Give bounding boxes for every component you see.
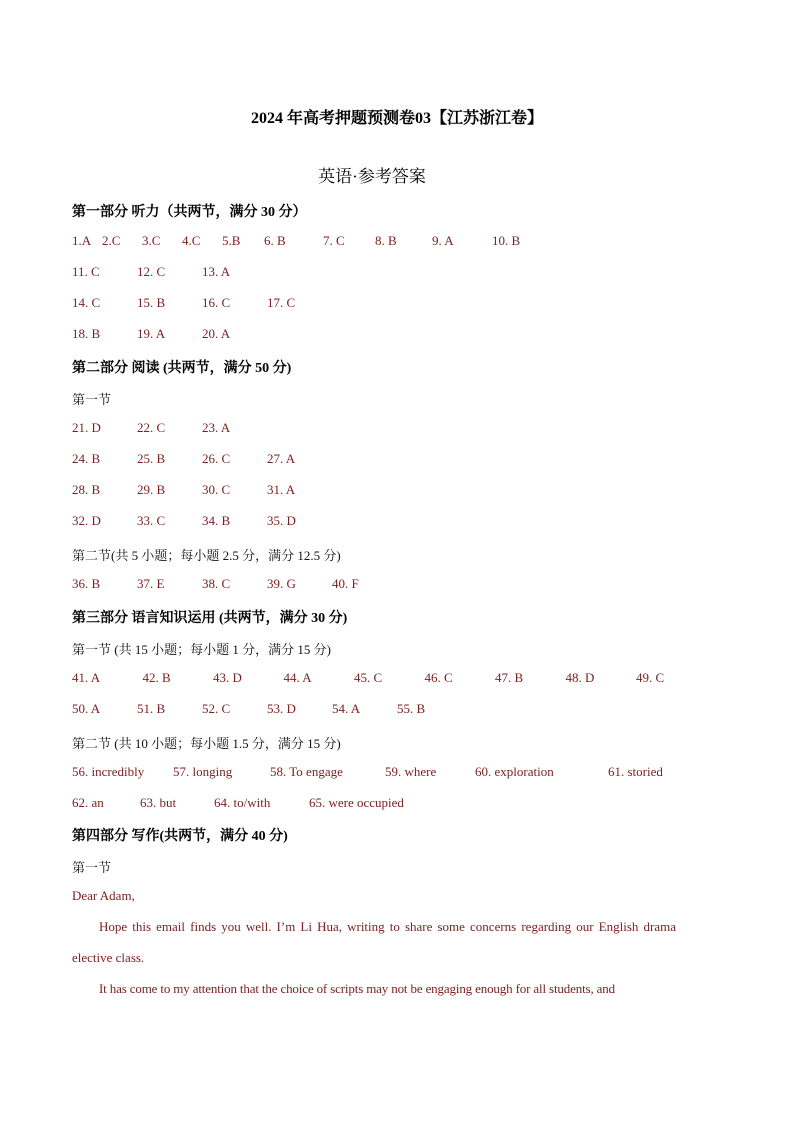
answer-item: 4.C [182, 233, 201, 248]
answer-row [72, 451, 332, 467]
letter-paragraph [72, 911, 676, 973]
letter-greeting: Dear Adam, [72, 888, 135, 903]
answer-item: 29. B [137, 482, 166, 497]
part1-heading: 第一部分 听力（共两节，满分 30 分） [72, 205, 307, 220]
answer-item: 43. D [213, 670, 242, 685]
answer-item: 20. A [202, 326, 231, 341]
answer-item: 35. D [267, 513, 296, 528]
answer-item: 28. B [72, 482, 101, 497]
answer-item: 62. an [72, 795, 104, 810]
answer-row [72, 264, 267, 280]
answer-item: 25. B [137, 451, 166, 466]
answer-item: 51. B [137, 701, 166, 716]
answer-item: 50. A [72, 701, 101, 716]
letter-paragraph-text: It has come to my attention that the choice of scripts may not be engaging enough for all students, and [99, 981, 615, 996]
answer-item: 44. A [283, 670, 312, 685]
answer-item: 47. B [495, 670, 524, 685]
answer-row [72, 701, 462, 717]
answer-item: 3.C [142, 233, 161, 248]
answer-item: 15. B [137, 295, 166, 310]
part3-heading: 第三部分 语言知识运用 (共两节，满分 30 分) [72, 611, 348, 626]
answer-item: 23. A [202, 420, 231, 435]
answer-item: 9. A [432, 233, 454, 248]
letter-paragraph-text: Hope this email finds you well. I’m Li Hua, writing to share some concerns regarding our English drama elective class. [72, 919, 676, 965]
part4-section1-label: 第一节 [72, 860, 112, 875]
answer-item: 42. B [142, 670, 171, 685]
answer-item: 13. A [202, 264, 231, 279]
answer-item: 39. G [267, 576, 296, 591]
answer-row [72, 513, 332, 529]
answer-item: 1.A [72, 233, 92, 248]
answer-item: 21. D [72, 420, 101, 435]
answer-item: 22. C [137, 420, 166, 435]
answer-item: 7. C [323, 233, 345, 248]
answer-item: 53. D [267, 701, 296, 716]
answer-item: 18. B [72, 326, 101, 341]
part2-section1-label: 第一节 [72, 392, 112, 407]
answer-item: 56. incredibly [72, 764, 145, 779]
answer-item: 27. A [267, 451, 296, 466]
part2-section2-label: 第二节(共 5 小题；每小题 2.5 分，满分 12.5 分) [72, 548, 341, 563]
answer-item: 31. A [267, 482, 296, 497]
answer-item: 61. storied [608, 764, 663, 779]
answer-item: 30. C [202, 482, 231, 497]
answer-item: 40. F [332, 576, 359, 591]
answer-row [72, 326, 267, 342]
answer-item: 34. B [202, 513, 231, 528]
answer-item: 2.C [102, 233, 121, 248]
answer-item: 63. but [140, 795, 177, 810]
answer-item: 5.B [222, 233, 241, 248]
page-subtitle: 英语·参考答案 [318, 167, 426, 186]
answer-item: 58. To engage [270, 764, 343, 779]
answer-item: 17. C [267, 295, 296, 310]
answer-row [72, 482, 332, 498]
answer-row [72, 576, 397, 592]
answer-item: 26. C [202, 451, 231, 466]
answer-row [72, 764, 678, 780]
page-title: 2024 年高考押题预测卷03【江苏浙江卷】 [250, 110, 543, 127]
answer-item: 57. longing [173, 764, 233, 779]
part3-section2-label: 第二节 (共 10 小题；每小题 1.5 分，满分 15 分) [72, 736, 341, 751]
answer-row [72, 420, 267, 436]
answer-item: 8. B [375, 233, 397, 248]
answer-item: 11. C [72, 264, 100, 279]
answer-item: 33. C [137, 513, 166, 528]
answer-item: 41. A [72, 670, 101, 685]
answer-row [72, 295, 332, 311]
part3-section1-label: 第一节 (共 15 小题；每小题 1 分，满分 15 分) [72, 642, 331, 657]
answer-item: 36. B [72, 576, 101, 591]
answer-item: 64. to/with [214, 795, 271, 810]
answer-item: 12. C [137, 264, 166, 279]
part4-heading: 第四部分 写作(共两节，满分 40 分) [72, 829, 288, 844]
answer-item: 46. C [424, 670, 453, 685]
letter-paragraph [72, 973, 676, 1004]
answer-row [72, 233, 542, 249]
answer-item: 60. exploration [475, 764, 554, 779]
answer-item: 14. C [72, 295, 101, 310]
answer-item: 38. C [202, 576, 231, 591]
answer-item: 10. B [492, 233, 521, 248]
answer-item: 59. where [385, 764, 437, 779]
answer-item: 16. C [202, 295, 231, 310]
answer-row [72, 670, 676, 686]
answer-item: 24. B [72, 451, 101, 466]
answer-item: 6. B [264, 233, 286, 248]
part2-heading: 第二部分 阅读 (共两节，满分 50 分) [72, 361, 292, 376]
answer-item: 45. C [354, 670, 383, 685]
answer-item: 52. C [202, 701, 231, 716]
answer-item: 49. C [636, 670, 665, 685]
answer-item: 32. D [72, 513, 101, 528]
answer-item: 37. E [137, 576, 165, 591]
answer-item: 48. D [565, 670, 595, 685]
answer-item: 54. A [332, 701, 361, 716]
answer-item: 65. were occupied [309, 795, 404, 810]
answer-item: 19. A [137, 326, 166, 341]
answer-row [72, 795, 429, 811]
answer-item: 55. B [397, 701, 426, 716]
